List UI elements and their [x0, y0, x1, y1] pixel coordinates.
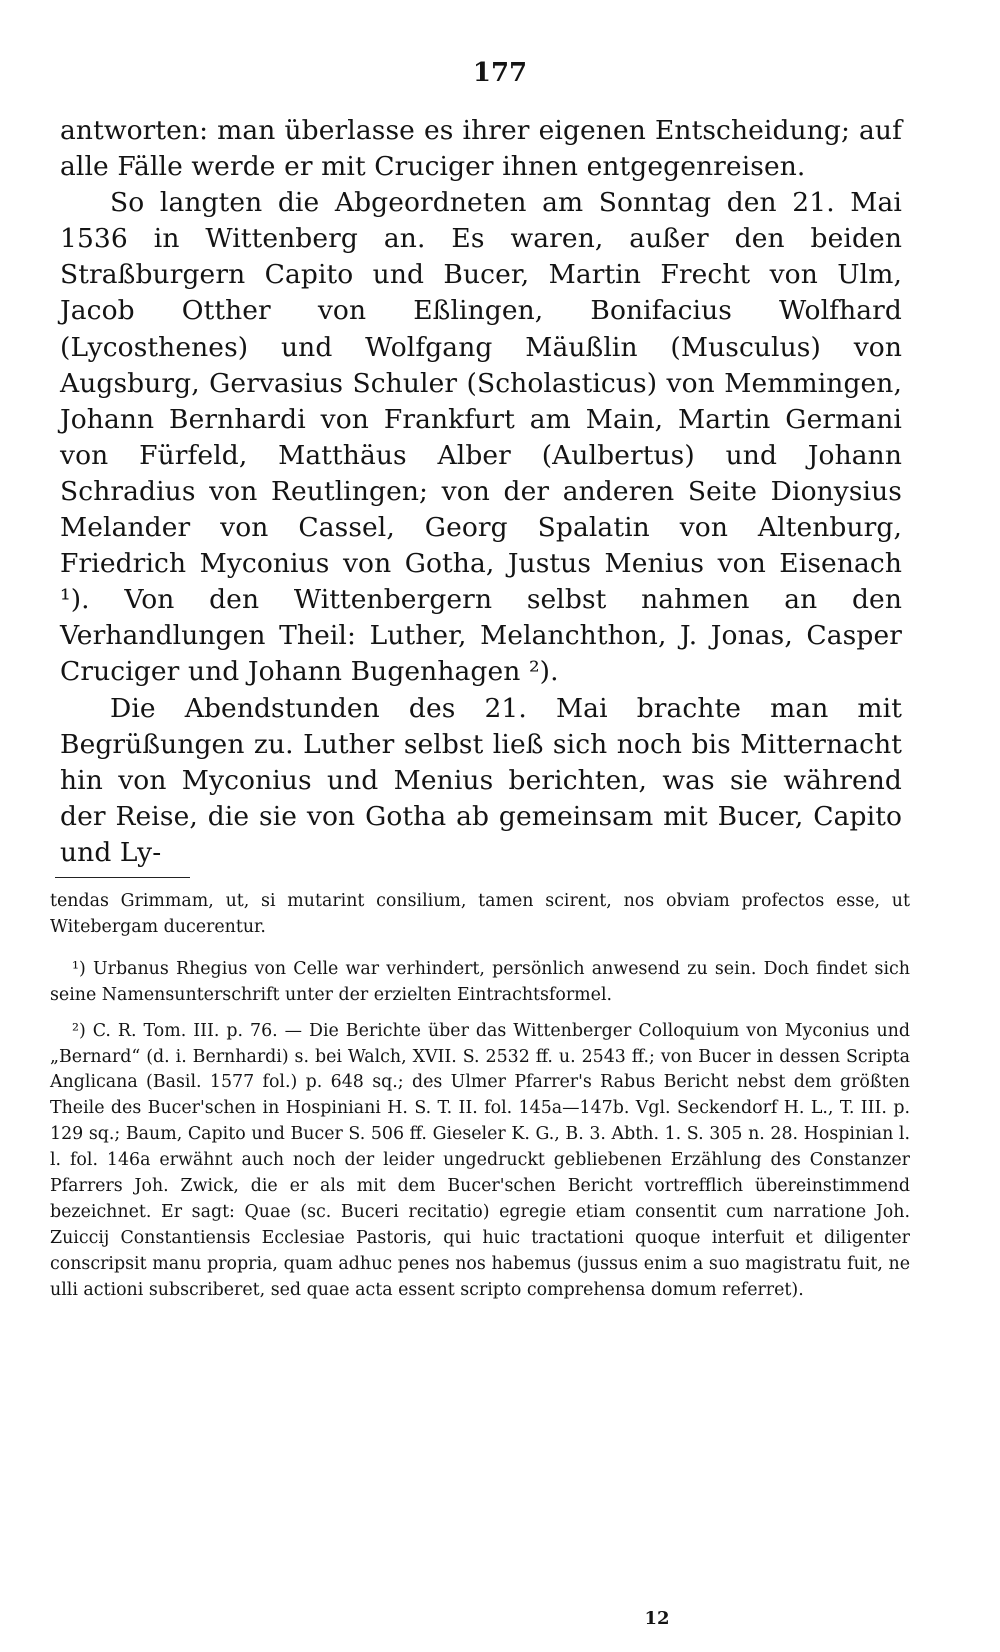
footnote-1: ¹) Urbanus Rhegius von Celle war verhindert, persönlich anwesend zu sein. Doch findet sich seine Namensunterschrift unter der erzielten Eintrachtsformel. — [50, 958, 910, 1005]
paragraph-1: antworten: man überlasse es ihrer eigenen Entscheidung; auf alle Fälle werde er mit Cruciger ihnen entgegenreisen. — [60, 115, 902, 183]
page-number: 177 — [472, 58, 528, 88]
main-text — [60, 113, 902, 871]
signature-mark: 12 — [644, 1608, 670, 1629]
footnotes — [50, 889, 910, 1304]
footnote-separator — [55, 877, 190, 878]
paragraph-3: Die Abendstunden des 21. Mai brachte man mit Begrüßungen zu. Luther selbst ließ sich noch bis Mitternacht hin von Myconius und Menius berichten, was sie während der Reise, die sie von Gotha ab gemeinsam mit Bucer, Capito und Ly- — [60, 692, 902, 868]
footnote-continuation: tendas Grimmam, ut, si mutarint consilium, tamen scirent, nos obviam profectos esse, ut Witebergam ducerentur. — [50, 891, 910, 937]
footnote-2: ²) C. R. Tom. III. p. 76. — Die Berichte über das Wittenberger Colloquium von Myconius und „Bernard“ (d. i. Bernhardi) s. bei Walch, XVII. S. 2532 ff. u. 2543 ff.; von Bucer in dessen Scripta Anglicana (Basil. 1577 fol.) p. 648 sq.; des Ulmer Pfarrer's Rabus Bericht nebst dem größten Theile des Bucer'schen in Hospiniani H. S. T. II. fol. 145a—147b. Vgl. Seckendorf H. L., T. III. p. 129 sq.; Baum, Capito und Bucer S. 506 ff. Gieseler K. G., B. 3. Abth. 1. S. 305 n. 28. Hospinian l. l. fol. 146a erwähnt auch noch der leider ungedruckt gebliebenen Erzählung des Constanzer Pfarrers Joh. Zwick, die er als mit dem Bucer'schen Bericht vortrefflich übereinstimmend bezeichnet. Er sagt: Quae (sc. Buceri recitatio) egregie etiam consentit cum narratione Joh. Zuiccij Constantiensis Ecclesiae Pastoris, qui huic tractationi quoque interfuit et diligenter conscripsit manu propria, quam adhuc penes nos habemus (jussus enim a suo magistratu fuit, ne ulli actioni subscriberet, sed quae acta essent scripto comprehensa domum referret). — [50, 1020, 910, 1300]
paragraph-2: So langten die Abgeordneten am Sonntag den 21. Mai 1536 in Wittenberg an. Es waren, außer den beiden Straßburgern Capito und Bucer, Martin Frecht von Ulm, Jacob Otther von Eßlingen, Bonifacius Wolfhard (Lycosthenes) und Wolfgang Mäußlin (Musculus) von Augsburg, Gervasius Schuler (Scholasticus) von Memmingen, Johann Bernhardi von Frankfurt am Main, Martin Germani von Fürfeld, Matthäus Alber (Aulbertus) und Johann Schradius von Reutlingen; von der anderen Seite Dionysius Melander von Cassel, Georg Spalatin von Altenburg, Friedrich Myconius von Gotha, Justus Menius von Eisenach ¹). Von den Wittenbergern selbst nahmen an den Verhandlungen Theil: Luther, Melanchthon, J. Jonas, Casper Cruciger und Johann Bugenhagen ²). — [60, 187, 902, 688]
